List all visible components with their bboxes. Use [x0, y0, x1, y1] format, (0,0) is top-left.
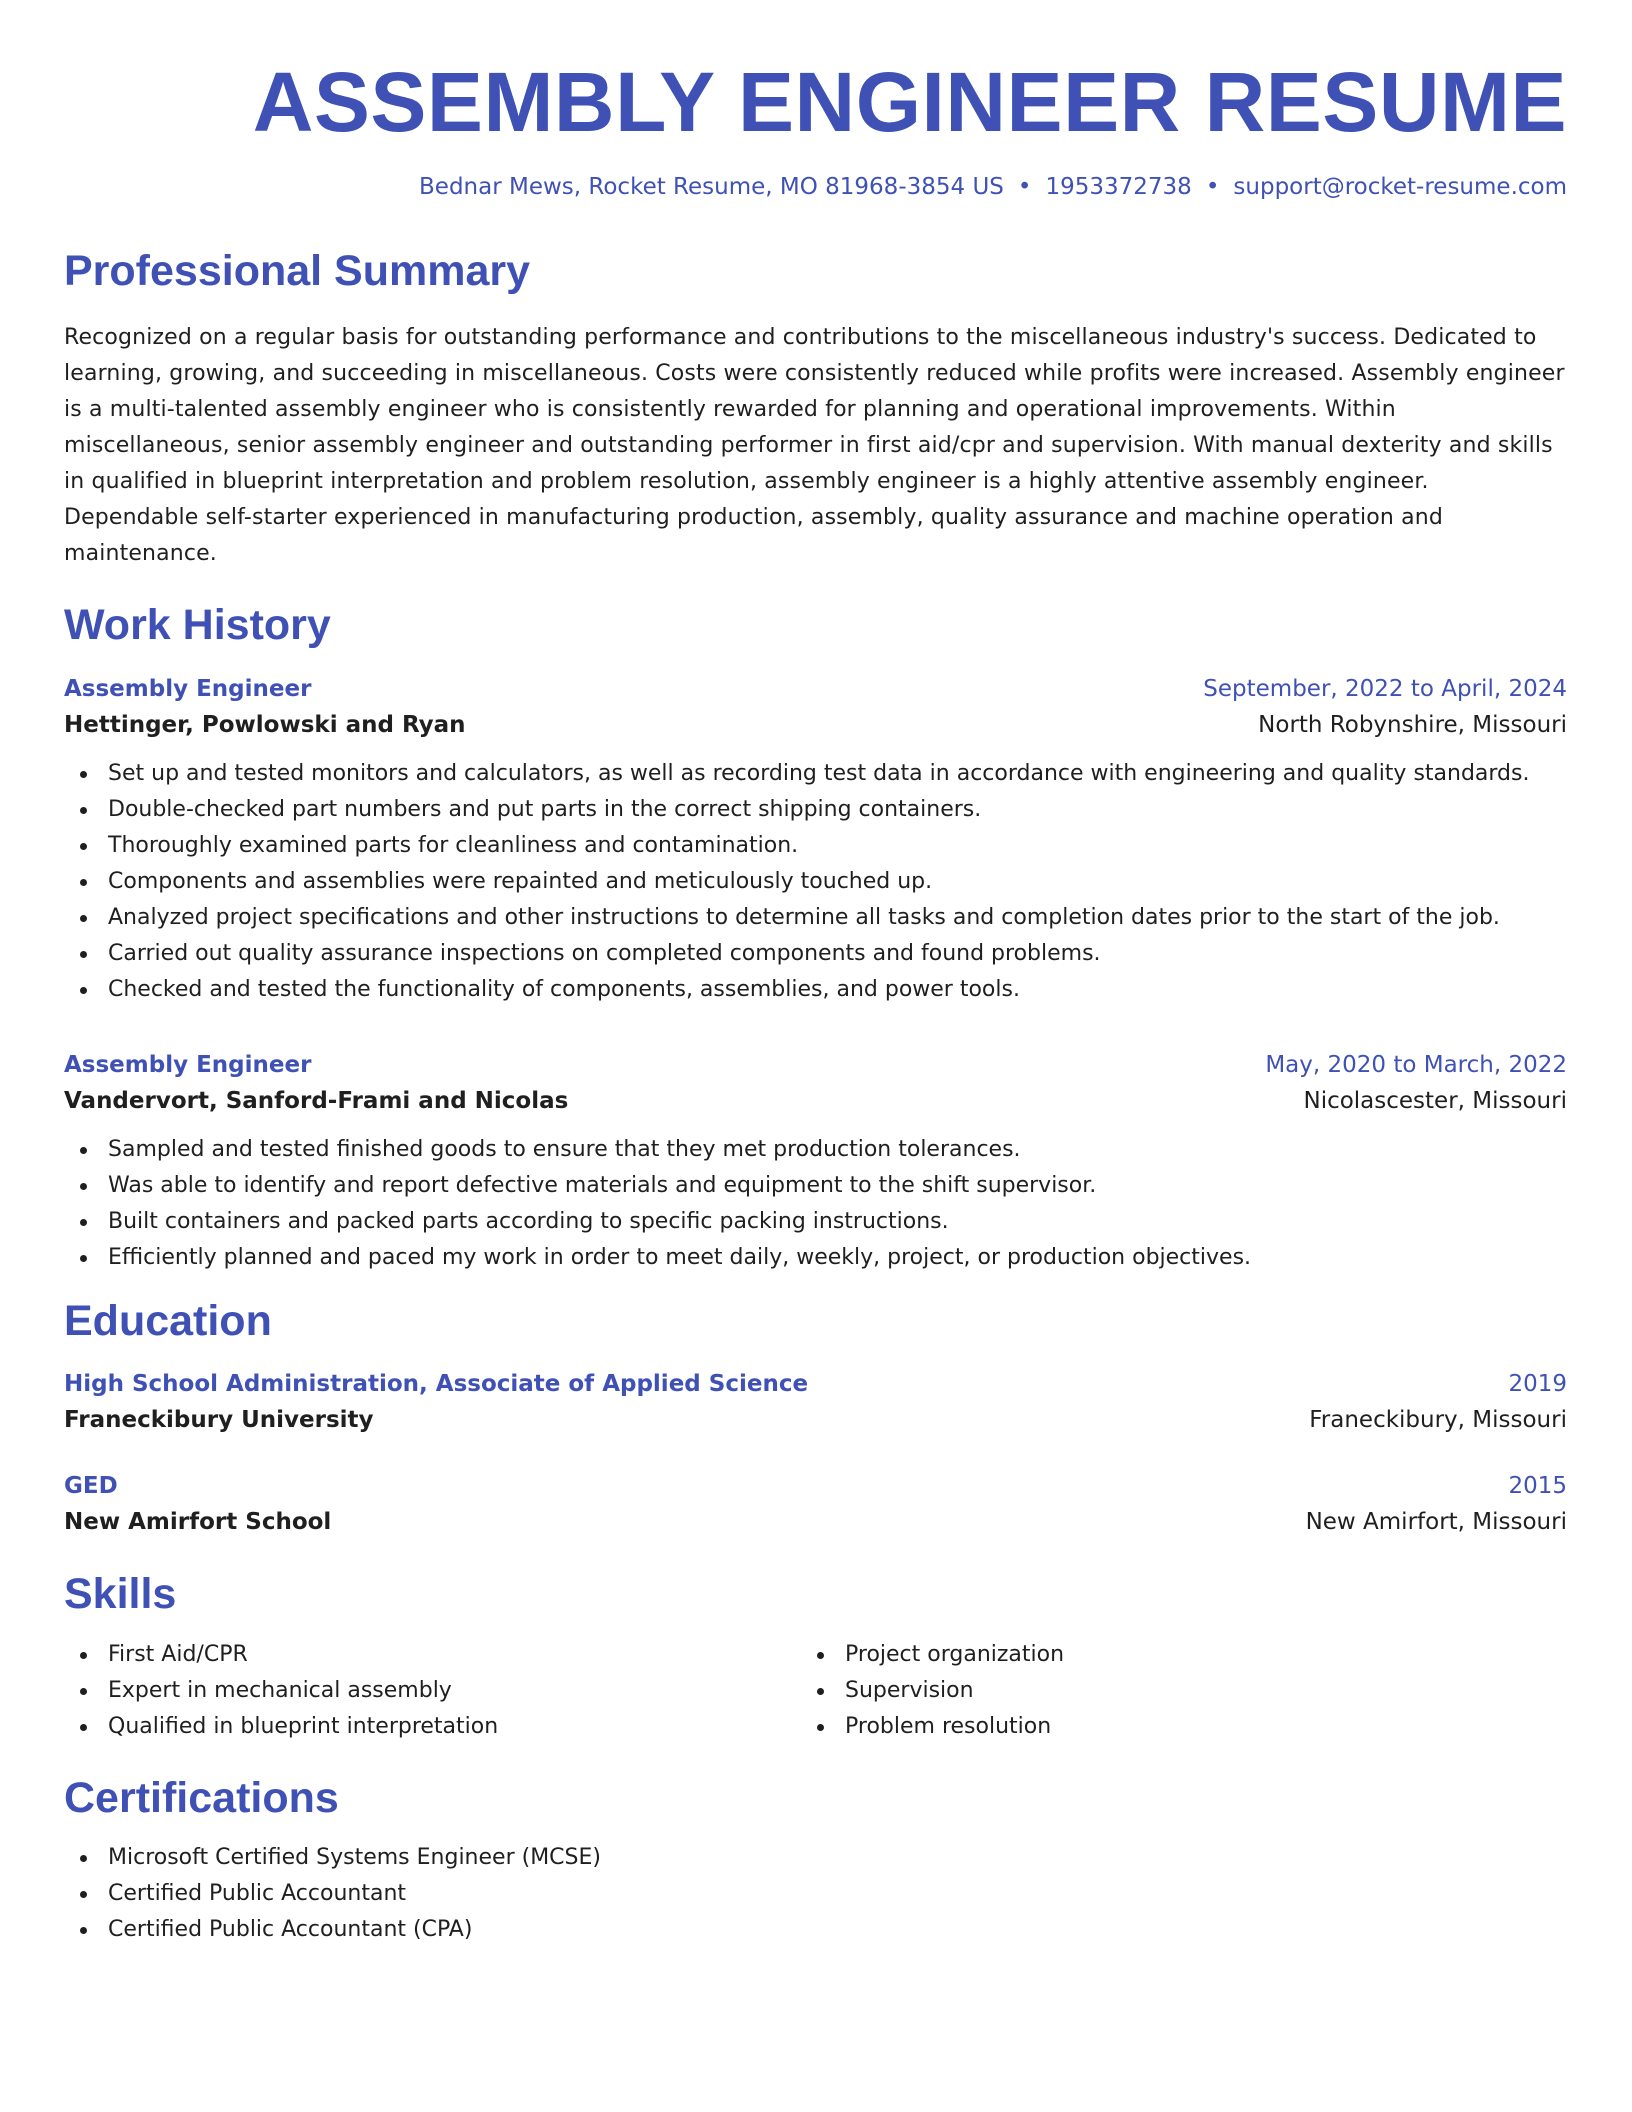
work-entry [64, 672, 1567, 1008]
job-location: Nicolascester, Missouri [1303, 1087, 1567, 1114]
list-item: Thoroughly examined parts for cleanliness and contamination. [64, 828, 1567, 864]
company-name: Vandervort, Sanford-Frami and Nicolas [64, 1087, 569, 1114]
graduation-year: 2019 [1508, 1371, 1567, 1398]
contact-phone: 1953372738 [1045, 173, 1192, 200]
list-item: Expert in mechanical assembly [64, 1673, 801, 1709]
job-title: Assembly Engineer [64, 675, 312, 702]
list-item: Was able to identify and report defective materials and equipment to the shift supervisor. [64, 1168, 1567, 1204]
list-item: Project organization [801, 1637, 1538, 1673]
job-duties-list [64, 756, 1567, 1008]
section-heading-skills: Skills [64, 1570, 177, 1619]
list-item: Components and assemblies were repainted and meticulously touched up. [64, 864, 1567, 900]
school-name: New Amirfort School [64, 1509, 332, 1536]
list-item: Certified Public Accountant (CPA) [64, 1912, 1567, 1948]
job-duties-list [64, 1132, 1567, 1276]
list-item: Qualified in blueprint interpretation [64, 1709, 801, 1745]
skills-list-right [801, 1637, 1538, 1745]
job-location: North Robynshire, Missouri [1258, 711, 1567, 738]
company-name: Hettinger, Powlowski and Ryan [64, 711, 466, 738]
section-heading-summary: Professional Summary [64, 247, 531, 296]
list-item: Double-checked part numbers and put parts in the correct shipping containers. [64, 792, 1567, 828]
school-location: Franeckibury, Missouri [1309, 1407, 1567, 1434]
list-item: Microsoft Certified Systems Engineer (MCSE) [64, 1840, 1567, 1876]
section-heading-certifications: Certifications [64, 1773, 339, 1822]
certifications-list [64, 1840, 1567, 1948]
job-dates: May, 2020 to March, 2022 [1265, 1051, 1567, 1078]
degree-name: High School Administration, Associate of Applied Science [64, 1371, 809, 1398]
education-entry [64, 1367, 1567, 1439]
job-title: Assembly Engineer [64, 1051, 312, 1078]
summary-text: Recognized on a regular basis for outstanding performance and contributions to the miscellaneous industry's success. Dedicated to learning, growing, and succeeding in miscellaneous. Costs were consistently reduced while profits were increased. Assembly engineer is a multi-talented assembly engineer who is consistently rewarded for planning and operational improvements. Within miscellaneous, senior assembly engineer and outstanding performer in first aid/cpr and supervision. With manual dexterity and skills in qualified in blueprint interpretation and problem resolution, assembly engineer is a highly attentive assembly engineer. Dependable self-starter experienced in manufacturing production, assembly, quality assurance and machine operation and maintenance. [64, 325, 1565, 567]
contact-line [64, 173, 1567, 203]
section-heading-education: Education [64, 1296, 272, 1345]
list-item: Problem resolution [801, 1709, 1538, 1745]
graduation-year: 2015 [1508, 1473, 1567, 1500]
list-item: Efficiently planned and paced my work in order to meet daily, weekly, project, or production objectives. [64, 1240, 1567, 1276]
school-name: Franeckibury University [64, 1407, 374, 1434]
contact-separator: • [1017, 173, 1032, 200]
list-item: Built containers and packed parts according to specific packing instructions. [64, 1204, 1567, 1240]
list-item: Analyzed project specifications and other instructions to determine all tasks and completion dates prior to the start of the job. [64, 900, 1567, 936]
list-item: Sampled and tested finished goods to ensure that they met production tolerances. [64, 1132, 1567, 1168]
list-item: Supervision [801, 1673, 1538, 1709]
section-heading-work-history: Work History [64, 601, 331, 650]
resume-title: ASSEMBLY ENGINEER RESUME [252, 55, 1567, 149]
list-item: Carried out quality assurance inspections on completed components and found problems. [64, 936, 1567, 972]
skills-list-left [64, 1637, 801, 1745]
list-item: Checked and tested the functionality of components, assemblies, and power tools. [64, 972, 1567, 1008]
list-item: First Aid/CPR [64, 1637, 801, 1673]
school-location: New Amirfort, Missouri [1305, 1509, 1567, 1536]
skills-columns [64, 1637, 1567, 1745]
degree-name: GED [64, 1473, 118, 1500]
contact-address: Bednar Mews, Rocket Resume, MO 81968-3854 US [419, 173, 1004, 200]
contact-separator: • [1205, 173, 1220, 200]
job-dates: September, 2022 to April, 2024 [1203, 675, 1567, 702]
list-item: Set up and tested monitors and calculators, as well as recording test data in accordance with engineering and quality standards. [64, 756, 1567, 792]
resume-page [64, 40, 1567, 1948]
contact-email[interactable]: support@rocket-resume.com [1233, 173, 1567, 200]
education-entry [64, 1469, 1567, 1541]
list-item: Certified Public Accountant [64, 1876, 1567, 1912]
work-entry [64, 1048, 1567, 1276]
